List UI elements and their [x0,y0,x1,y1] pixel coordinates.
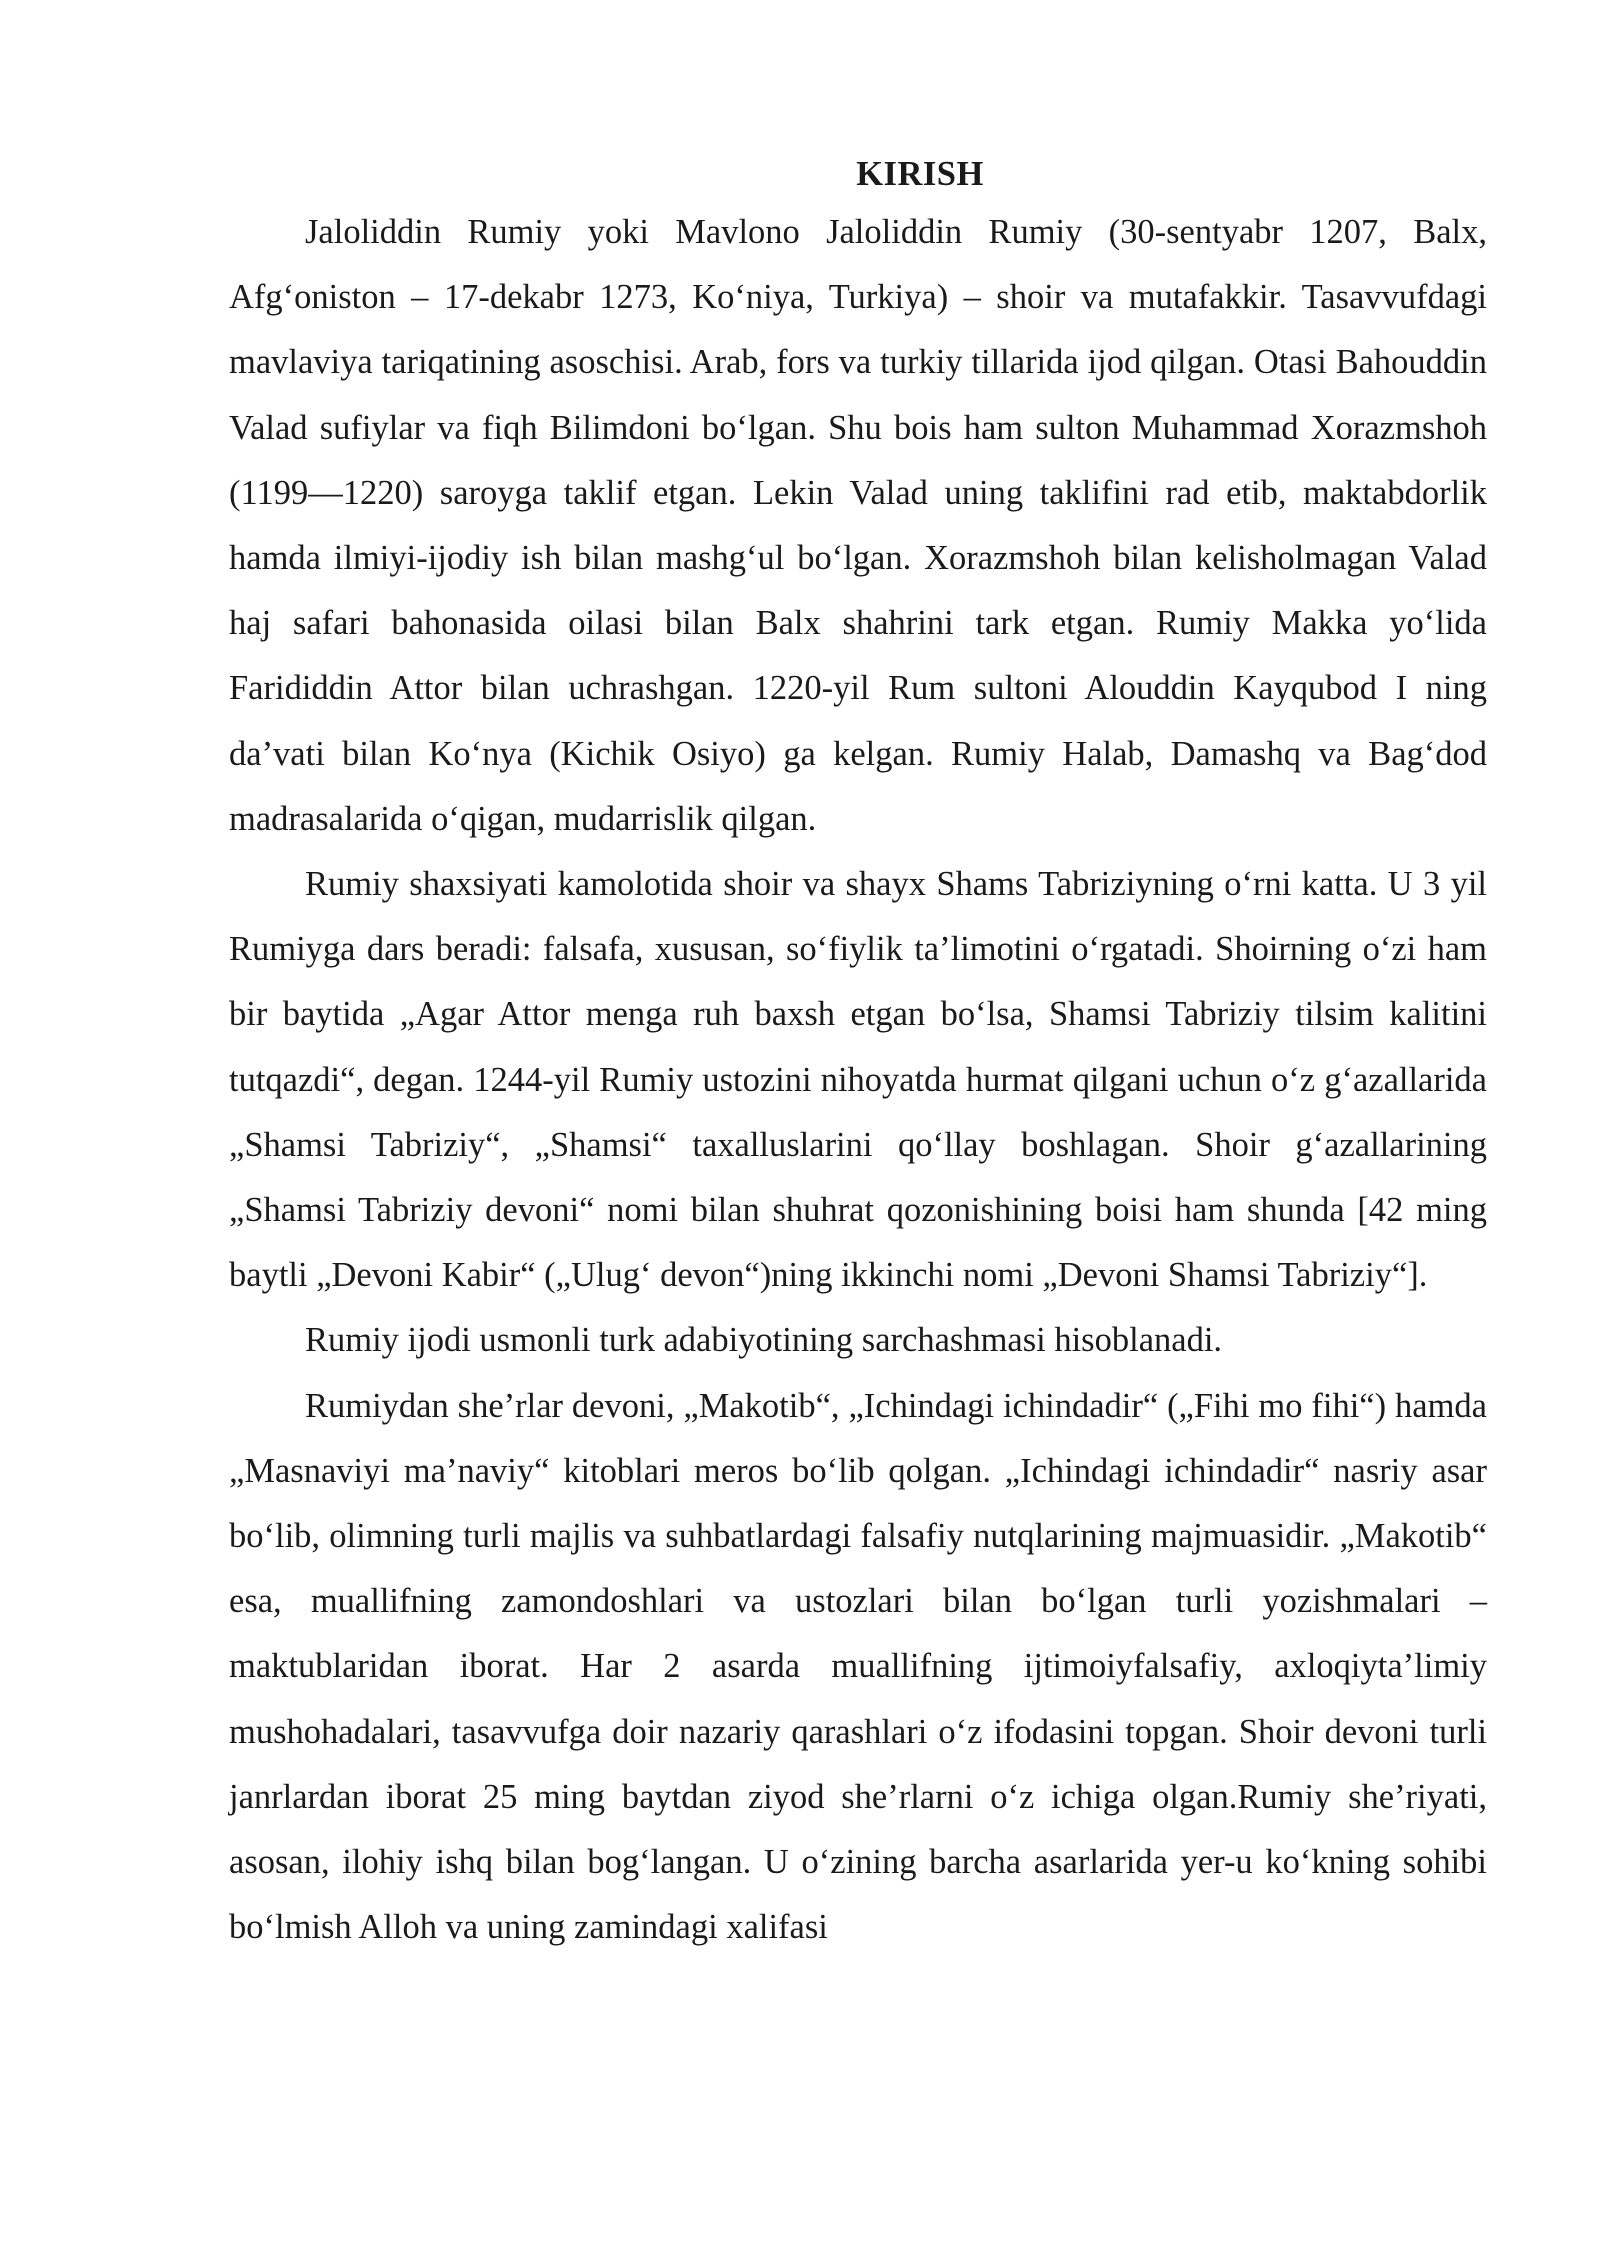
paragraph-3: Rumiy ijodi usmonli turk adabiyotining sarchashmasi hisoblanadi. [305,1321,1223,1360]
page-title: KIRISH [856,155,984,193]
paragraph-2: Rumiy shaxsiyati kamolotida shoir va shayx Shams Tabriziyning o‘rni katta. U 3 yil Rumiyga dars beradi: falsafa, xususan, so‘fiylik ta’limotini o‘rgatadi. Shoirning o‘zi ham bir baytida „Agar Attor menga ruh baxsh etgan bo‘lsa, Shamsi Tabriziy tilsim kalitini tutqazdi“, degan. 1244-yil Rumiy ustozini nihoyatda hurmat qilgani uchun o‘z g‘azallarida „Shamsi Tabriziy“, „Shamsi“ taxalluslarini qo‘llay boshlagan. Shoir g‘azallarining „Shamsi Tabriziy devoni“ nomi bilan shuhrat qozonishining boisi ham shunda [42 ming baytli „Devoni Kabir“ („Ulug‘ devon“)ning ikkinchi nomi „Devoni Shamsi Tabriziy“]. [229,865,1487,1295]
paragraph-1: Jaloliddin Rumiy yoki Mavlono Jaloliddin Rumiy (30-sentyabr 1207, Balx, Afg‘oniston – 17-dekabr 1273, Ko‘niya, Turkiya) – shoir va mutafakkir. Tasavvufdagi mavlaviya tariqatining asoschisi. Arab, fors va turkiy tillarida ijod qilgan. Otasi Bahouddin Valad sufiylar va fiqh Bilimdoni bo‘lgan. Shu bois ham sulton Muhammad Xorazmshoh (1199—1220) saroyga taklif etgan. Lekin Valad uning taklifini rad etib, maktabdorlik hamda ilmiyi-ijodiy ish bilan mashg‘ul bo‘lgan. Xorazmshoh bilan kelisholmagan Valad haj safari bahonasida oilasi bilan Balx shahrini tark etgan. Rumiy Makka yo‘lida Farididdin Attor bilan uchrashgan. 1220-yil Rum sultoni Alouddin Kayqubod I ning da’vati bilan Ko‘nya (Kichik Osiyo) ga kelgan. Rumiy Halab, Damashq va Bag‘dod madrasalarida o‘qigan, mudarrislik qilgan. [229,213,1487,838]
paragraph-4: Rumiydan she’rlar devoni, „Makotib“, „Ichindagi ichindadir“ („Fihi mo fihi“) hamda „Masnaviyi ma’naviy“ kitoblari meros bo‘lib qolgan. „Ichindagi ichindadir“ nasriy asar bo‘lib, olimning turli majlis va suhbatlardagi falsafiy nutqlarining majmuasidir. „Makotib“ esa, muallifning zamondoshlari va ustozlari bilan bo‘lgan turli yozishmalari – maktublaridan iborat. Har 2 asarda muallifning ijtimoiyfalsafiy, axloqiyta’limiy mushohadalari, tasavvufga doir nazariy qarashlari o‘z ifodasini topgan. Shoir devoni turli janrlardan iborat 25 ming baytdan ziyod she’rlarni o‘z ichiga olgan.Rumiy she’riyati, asosan, ilohiy ishq bilan bog‘langan. U o‘zining barcha asarlarida yer-u ko‘kning sohibi bo‘lmish Alloh va uning zamindagi xalifasi [229,1386,1487,1947]
document-body [229,148,1487,1960]
